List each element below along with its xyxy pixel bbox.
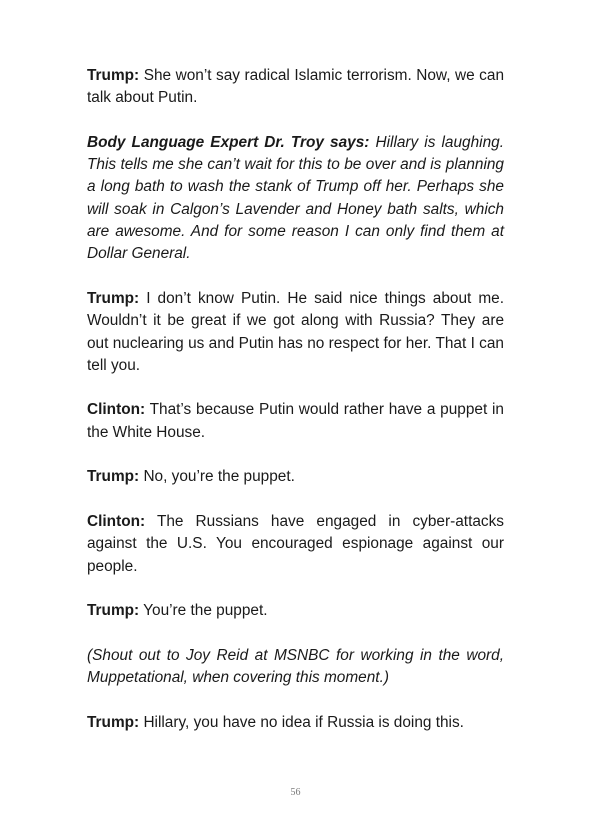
paragraph-text: No, you’re the puppet. bbox=[143, 468, 295, 486]
dialogue-paragraph bbox=[87, 399, 504, 444]
paragraph-text: That’s because Putin would rather have a puppet in the White House. bbox=[87, 401, 504, 441]
commentary-paragraph bbox=[87, 132, 504, 266]
speaker-label: Trump: bbox=[87, 713, 140, 731]
aside-paragraph bbox=[87, 645, 504, 690]
speaker-label: Clinton: bbox=[87, 401, 146, 419]
speaker-label: Trump: bbox=[87, 602, 140, 620]
dialogue-paragraph bbox=[87, 466, 504, 488]
dialogue-paragraph bbox=[87, 65, 504, 110]
paragraph-text: The Russians have engaged in cyber-attacks against the U.S. You encouraged espionage against our people. bbox=[87, 512, 504, 575]
page-number: 56 bbox=[290, 787, 301, 798]
dialogue-paragraph bbox=[87, 600, 504, 622]
page-body bbox=[87, 65, 504, 756]
paragraph-text: She won’t say radical Islamic terrorism. Now, we can talk about Putin. bbox=[87, 67, 504, 107]
dialogue-paragraph bbox=[87, 511, 504, 578]
paragraph-text: Hillary is laughing. This tells me she can’t wait for this to be over and is planning a long bath to wash the stank of Trump off her. Perhaps she will soak in Calgon’s Lavender and Honey bath salts, which are awesome. And for some reason I can only find them at Dollar General. bbox=[87, 133, 504, 263]
speaker-label: Clinton: bbox=[87, 512, 146, 530]
speaker-label: Body Language Expert Dr. Troy says: bbox=[87, 133, 370, 151]
speaker-label: Trump: bbox=[87, 468, 140, 486]
paragraph-text: You’re the puppet. bbox=[143, 602, 268, 620]
speaker-label: Trump: bbox=[87, 289, 140, 307]
paragraph-text: I don’t know Putin. He said nice things about me. Wouldn’t it be great if we got along with Russia? They are out nuclearing us and Putin has no respect for her. That I can tell you. bbox=[87, 289, 504, 374]
paragraph-text: (Shout out to Joy Reid at MSNBC for working in the word, Muppetational, when covering this moment.) bbox=[87, 646, 504, 687]
paragraph-text: Hillary, you have no idea if Russia is doing this. bbox=[143, 713, 464, 731]
dialogue-paragraph bbox=[87, 288, 504, 377]
dialogue-paragraph bbox=[87, 712, 504, 734]
speaker-label: Trump: bbox=[87, 67, 140, 84]
